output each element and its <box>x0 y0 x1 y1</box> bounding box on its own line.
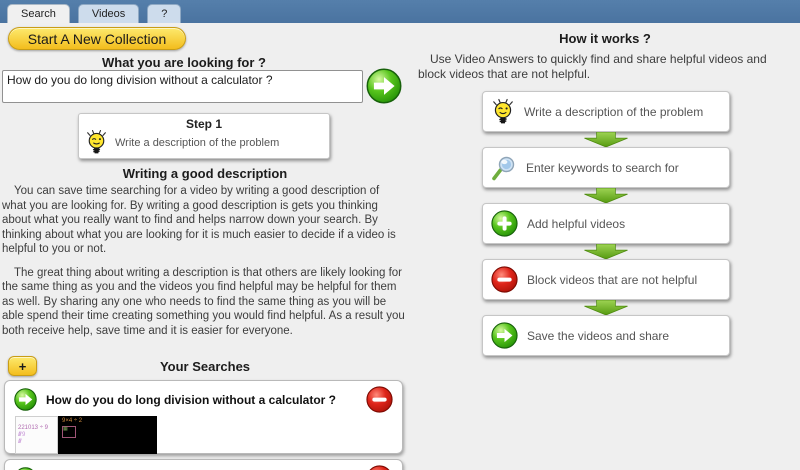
video-thumbnails <box>15 416 402 454</box>
flow-step-label: Enter keywords to search for <box>526 160 679 175</box>
video-thumbnail[interactable] <box>58 416 157 454</box>
thumbnail-scribble: //// 9 <box>18 432 25 438</box>
thumbnail-scribble: ▦ <box>62 426 76 438</box>
add-icon <box>491 210 518 237</box>
magnifier-icon <box>491 155 517 181</box>
top-tab-bar <box>0 0 800 23</box>
search-result-title: How do you do long division without a calculator ? <box>46 392 336 407</box>
flow-step-label: Write a description of the problem <box>524 104 704 119</box>
flow-step-block <box>482 259 730 300</box>
open-search-icon[interactable] <box>14 388 37 411</box>
search-heading: What you are looking for ? <box>102 55 266 70</box>
search-result-card <box>4 380 403 454</box>
flow-step-label: Block videos that are not helpful <box>527 272 698 287</box>
search-go-button[interactable] <box>366 68 402 104</box>
description-body <box>2 184 405 347</box>
down-arrow-icon <box>583 188 629 203</box>
flow-step-keywords <box>482 147 730 188</box>
how-it-works-flow <box>482 91 730 356</box>
thumbnail-math-text: 221013 ÷ 9 <box>18 425 48 431</box>
video-thumbnail[interactable] <box>15 416 58 454</box>
flow-step-add <box>482 203 730 244</box>
block-search-icon[interactable] <box>366 386 393 413</box>
go-arrow-icon <box>366 68 402 104</box>
block-search-icon[interactable] <box>366 465 393 470</box>
search-panel <box>0 23 410 470</box>
flow-step-describe <box>482 91 730 132</box>
tab-help[interactable]: ? <box>147 4 181 23</box>
down-arrow-icon <box>583 300 629 315</box>
description-paragraph: The great thing about writing a description is that others are likely looking for the same thing as you and the videos you find helpful may be helpful for them as well. By sharing any one who needs to find the same thing as you will be able spend their time creating something you would find helpful. As a result you both receive help, save time and it is easier for everyone. <box>2 266 405 337</box>
step-title: Step 1 <box>185 117 222 131</box>
flow-step-save <box>482 315 730 356</box>
flow-step-label: Save the videos and share <box>527 328 670 343</box>
your-searches-heading: Your Searches <box>159 359 251 374</box>
thumbnail-math-text: 9×4 ÷ 2 <box>62 418 83 424</box>
tab-search[interactable]: Search <box>7 4 70 23</box>
flow-step-label: Add helpful videos <box>527 216 626 231</box>
description-heading: Writing a good description <box>122 166 288 181</box>
step-description: Write a description of the problem <box>115 136 280 149</box>
description-paragraph: You can save time searching for a video by writing a good description of what you are looking for. By writing a good description is gets you thinking about what you really want to find and helps narrow down your search. By thinking about what you are looking for it is much easier to decide if a video is helpful to you or not. <box>2 185 396 255</box>
thumbnail-scribble: //// <box>18 439 21 445</box>
save-arrow-icon <box>491 322 518 349</box>
step-card <box>78 113 330 159</box>
block-icon <box>491 266 518 293</box>
lightbulb-icon <box>85 129 108 156</box>
how-it-works-heading: How it works ? <box>559 31 651 46</box>
how-it-works-panel <box>410 23 800 470</box>
tab-videos[interactable]: Videos <box>78 4 139 23</box>
down-arrow-icon <box>583 244 629 259</box>
start-new-collection-button[interactable]: Start A New Collection <box>8 27 186 50</box>
search-result-card <box>4 459 403 470</box>
down-arrow-icon <box>583 132 629 147</box>
search-input[interactable] <box>2 70 363 103</box>
add-search-button[interactable]: + <box>8 356 37 376</box>
lightbulb-icon <box>491 98 515 126</box>
how-it-works-intro: Use Video Answers to quickly find and share helpful videos and block videos that are not helpful. <box>418 52 767 81</box>
